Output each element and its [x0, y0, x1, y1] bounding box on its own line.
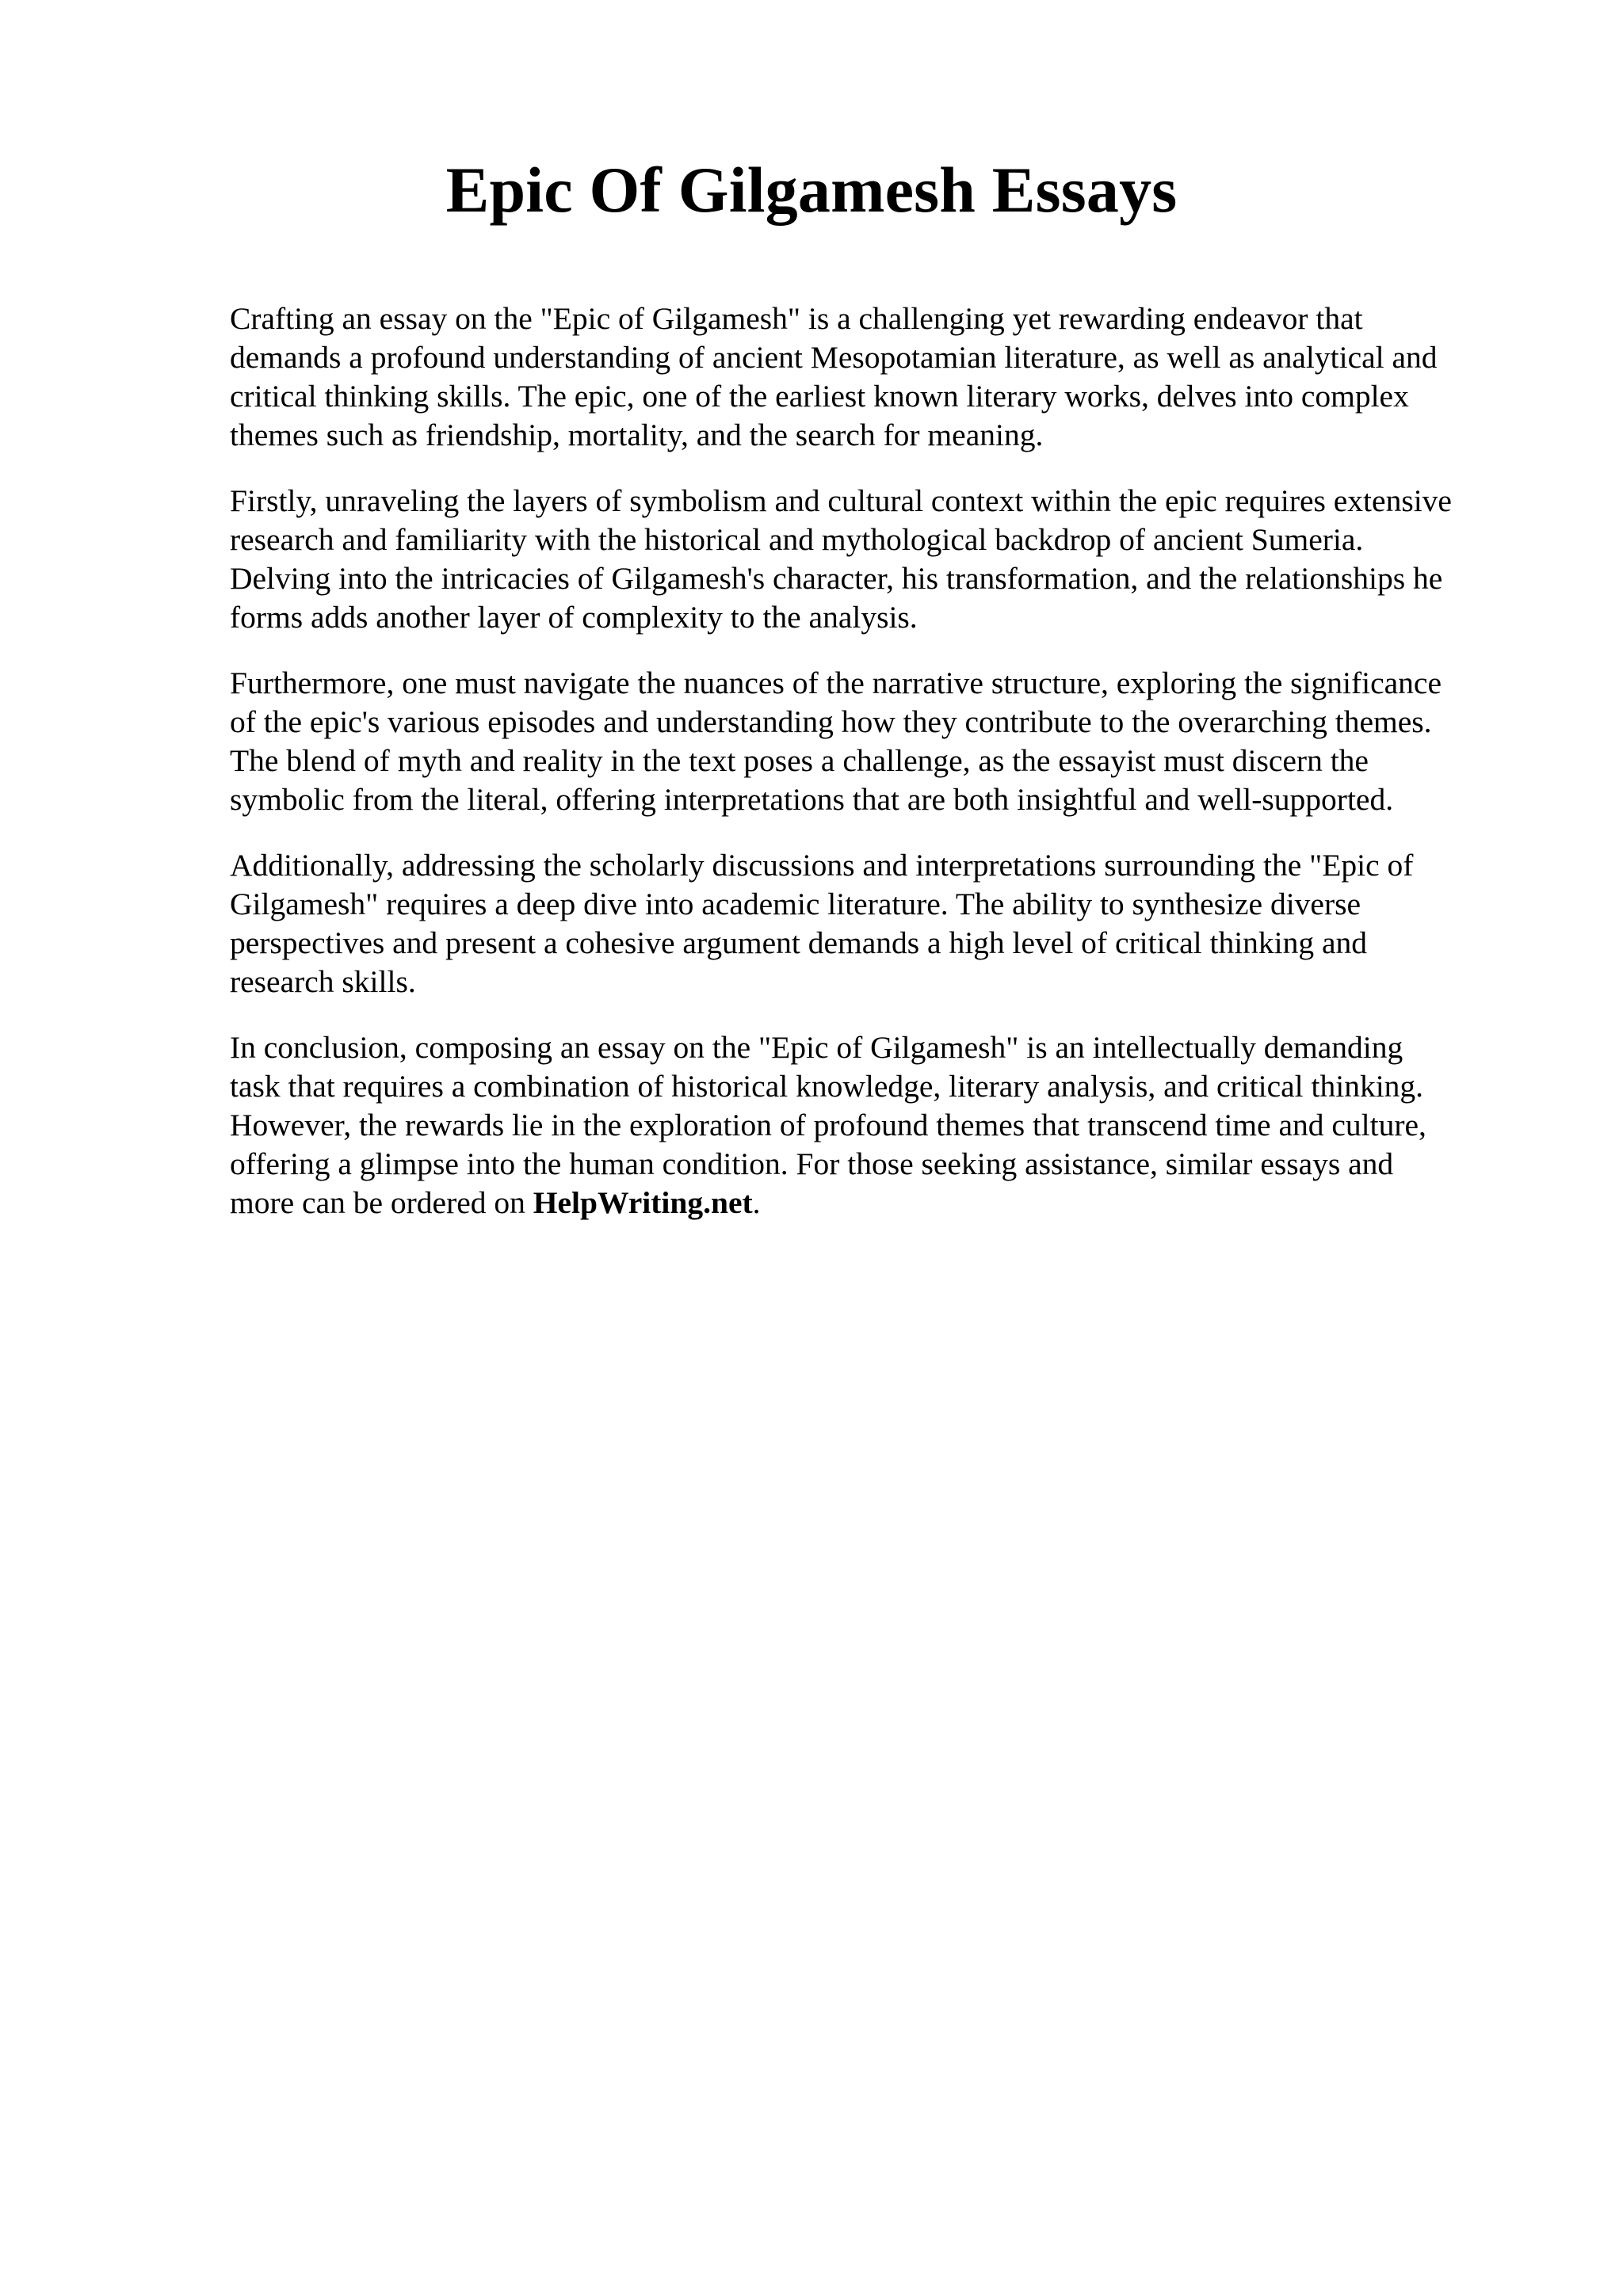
paragraph-2	[230, 482, 1514, 637]
text-line: Gilgamesh" requires a deep dive into academic literature. The ability to synthesize diverse	[230, 887, 1361, 921]
text-line: The blend of myth and reality in the text poses a challenge, as the essayist must discern the	[230, 743, 1369, 778]
final-period: .	[752, 1185, 761, 1220]
text-line: perspectives and present a cohesive argument demands a high level of critical thinking and	[230, 925, 1368, 960]
text-line: In conclusion, composing an essay on the "Epic of Gilgamesh" is an intellectually demanding	[230, 1030, 1403, 1065]
text-line: Crafting an essay on the "Epic of Gilgamesh" is a challenging yet rewarding endeavor that	[230, 301, 1363, 336]
order-text: more can be ordered on	[230, 1185, 533, 1220]
text-line: Furthermore, one must navigate the nuances of the narrative structure, exploring the significance	[230, 666, 1442, 700]
text-line: offering a glimpse into the human condition. For those seeking assistance, similar essays and	[230, 1146, 1394, 1181]
text-line: demands a profound understanding of ancient Mesopotamian literature, as well as analytical and	[230, 340, 1438, 375]
brand-name: HelpWriting.net	[533, 1185, 753, 1220]
text-line: However, the rewards lie in the exploration of profound themes that transcend time and culture,	[230, 1108, 1426, 1142]
paragraph-5	[230, 1028, 1514, 1222]
text-line: symbolic from the literal, offering interpretations that are both insightful and well-supported.	[230, 782, 1394, 817]
paragraph-4	[230, 846, 1514, 1001]
paragraph-1	[230, 299, 1514, 455]
document-body	[230, 299, 1514, 1249]
text-line: themes such as friendship, mortality, and the search for meaning.	[230, 418, 1044, 452]
text-line-final	[230, 1184, 1514, 1222]
text-line: research and familiarity with the historical and mythological backdrop of ancient Sumeria.	[230, 522, 1364, 557]
text-line: forms adds another layer of complexity to the analysis.	[230, 600, 918, 635]
text-line: research skills.	[230, 964, 416, 999]
document-title: Epic Of Gilgamesh Essays	[445, 154, 1178, 226]
text-line: task that requires a combination of historical knowledge, literary analysis, and critical thinking.	[230, 1069, 1424, 1104]
text-line: Firstly, unraveling the layers of symbolism and cultural context within the epic requires extensive	[230, 483, 1452, 518]
paragraph-3	[230, 664, 1514, 819]
text-line: of the epic's various episodes and understanding how they contribute to the overarching themes.	[230, 704, 1432, 739]
text-line: critical thinking skills. The epic, one of the earliest known literary works, delves into complex	[230, 379, 1409, 414]
text-line: Additionally, addressing the scholarly discussions and interpretations surrounding the "Epic of	[230, 848, 1414, 883]
text-line: Delving into the intricacies of Gilgamesh's character, his transformation, and the relationships he	[230, 561, 1443, 596]
